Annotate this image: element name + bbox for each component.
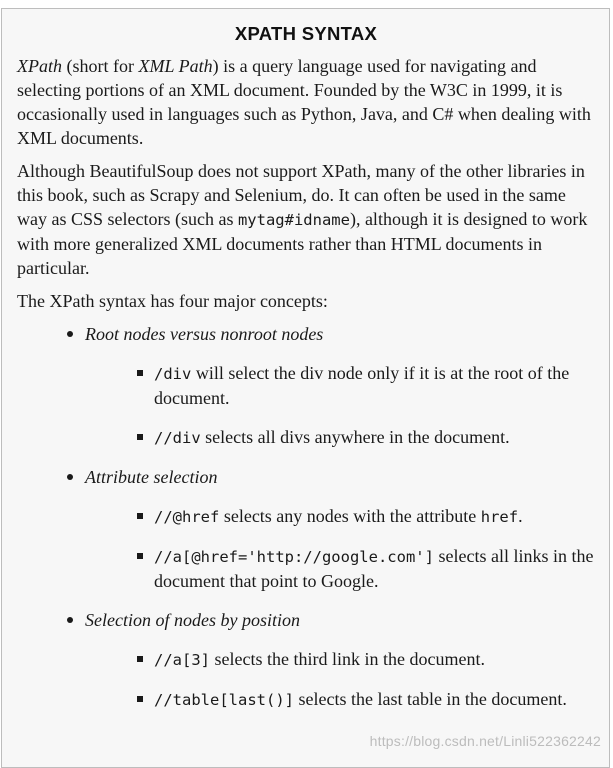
concept-item	[17, 608, 595, 712]
concept-heading-row	[17, 608, 595, 632]
example-item	[17, 425, 595, 450]
example-item	[17, 544, 595, 593]
example-code: /div	[154, 365, 192, 383]
concept-heading-row	[17, 322, 595, 346]
example-code: //table[last()]	[154, 691, 294, 709]
xpath-syntax-sidebar	[1, 8, 610, 768]
example-code: //a[@href='http://google.com']	[154, 548, 434, 566]
example-list	[17, 361, 595, 450]
example-code-attribute: href	[480, 508, 519, 526]
example-text: will select the div node only if it is at the root of the document.	[154, 363, 570, 408]
disc-bullet-icon	[67, 474, 73, 480]
example-text: selects any nodes with the attribute	[219, 506, 481, 526]
example-item	[17, 504, 595, 529]
example-text: selects the last table in the document.	[293, 689, 567, 709]
square-bullet-icon	[137, 553, 143, 559]
concept-list	[17, 322, 595, 712]
example-text: selects all links in the document that point to Google.	[154, 546, 594, 591]
intro-text-1: (short for	[62, 56, 139, 76]
square-bullet-icon	[137, 656, 143, 662]
example-list	[17, 647, 595, 712]
concept-heading: Attribute selection	[85, 467, 218, 487]
concept-heading: Selection of nodes by position	[85, 610, 300, 630]
example-text-end: .	[518, 506, 523, 526]
intro-paragraph	[17, 54, 595, 150]
example-item	[17, 361, 595, 410]
example-code: //a[3]	[154, 651, 210, 669]
watermark-text: https://blog.csdn.net/Linli522362242	[369, 733, 601, 749]
css-selector-example: mytag#idname	[237, 211, 350, 229]
concept-item	[17, 322, 595, 450]
sidebar-title: XPATH SYNTAX	[234, 23, 378, 44]
square-bullet-icon	[137, 696, 143, 702]
intro-term: XPath	[17, 56, 62, 76]
concept-heading-row	[17, 465, 595, 489]
example-list	[17, 504, 595, 593]
concepts-intro: The XPath syntax has four major concepts:	[17, 291, 328, 311]
example-text: selects the third link in the document.	[210, 649, 485, 669]
example-item	[17, 647, 595, 672]
intro-text-2: ) is a query language used for navigating and selecting portions of an XML document. Founded by the W3C in 1999, it is occasionally used in languages such as Python, Java, and C# when dealing with XML documents.	[17, 56, 591, 148]
libraries-paragraph	[17, 159, 595, 280]
square-bullet-icon	[137, 434, 143, 440]
example-item	[17, 687, 595, 712]
square-bullet-icon	[137, 370, 143, 376]
intro-term-2: XML Path	[138, 56, 213, 76]
square-bullet-icon	[137, 513, 143, 519]
disc-bullet-icon	[67, 617, 73, 623]
libraries-text-1: Although BeautifulSoup does not support XPath, many of the other libraries in this book, such as Scrapy and Selenium, do. It can often be used in the same way as CSS selectors (such as	[17, 161, 585, 229]
concept-item	[17, 465, 595, 593]
disc-bullet-icon	[67, 331, 73, 337]
libraries-text-2: ), although it is designed to work with more generalized XML documents rather than HTML documents in particular.	[17, 209, 588, 278]
example-code: //div	[154, 429, 201, 447]
example-code: //@href	[154, 508, 220, 526]
example-text: selects all divs anywhere in the document.	[200, 427, 510, 447]
concept-heading: Root nodes versus nonroot nodes	[85, 324, 324, 344]
